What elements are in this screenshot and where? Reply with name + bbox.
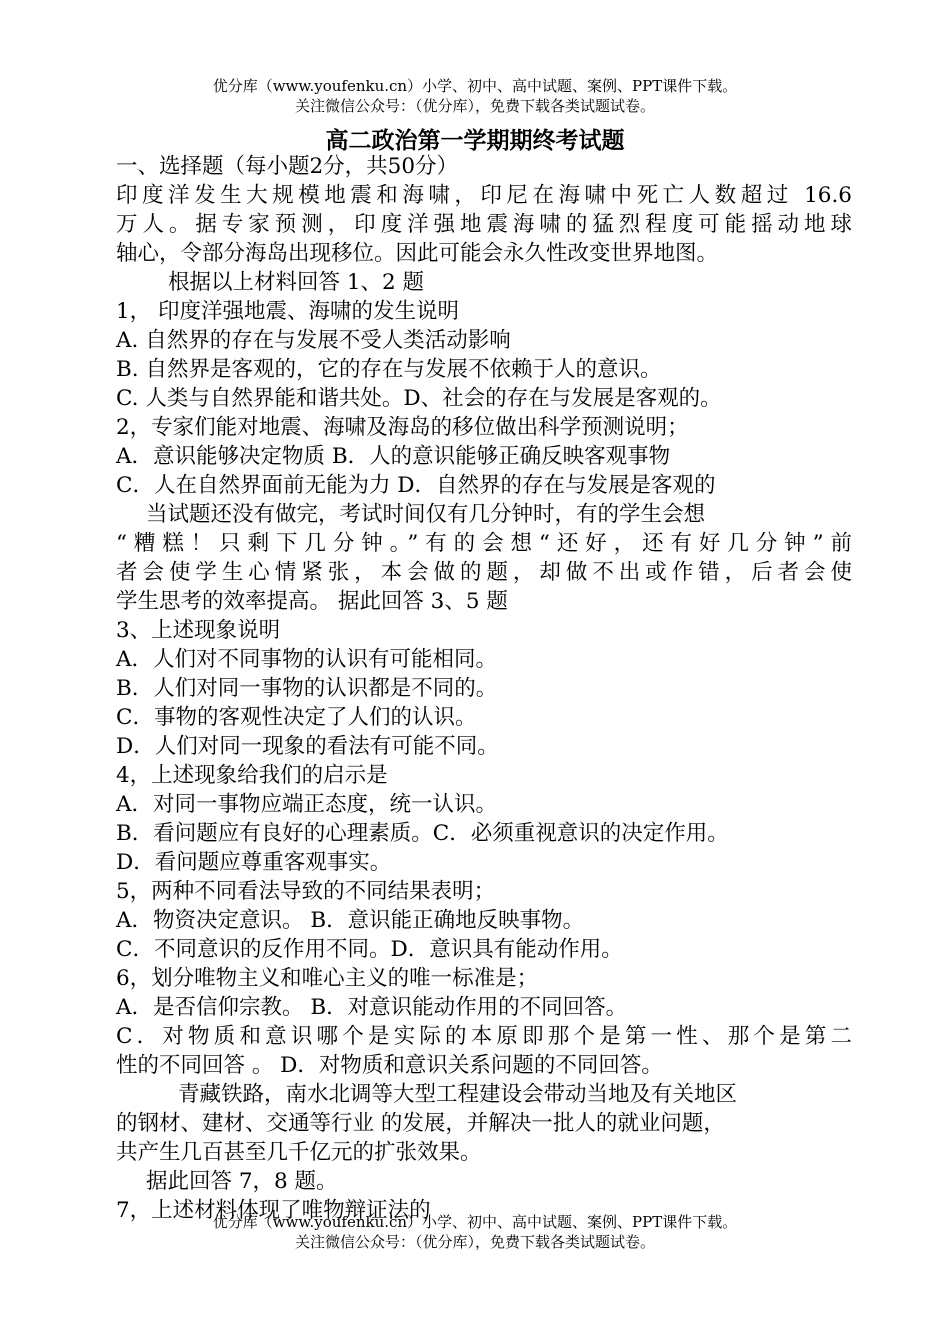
material-paragraph-3: 的钢材、建材、交通等行业 的发展，并解决一批人的就业问题， — [116, 1111, 725, 1136]
question-1-option-c-d: C. 人类与自然界能和谐共处。D、社会的存在与发展是客观的。 — [116, 386, 722, 411]
exam-title: 高二政治第一学期期终考试题 — [325, 127, 625, 154]
question-4-option-d: D．看问题应尊重客观事实。 — [116, 850, 392, 875]
question-4-option-a: A．对同一事物应端正态度，统一认识。 — [116, 792, 498, 817]
question-3-option-b: B．人们对同一事物的认识都是不同的。 — [116, 676, 498, 701]
question-1-option-b: B. 自然界是客观的，它的存在与发展不依赖于人的意识。 — [116, 357, 662, 382]
header-line-2: 关注微信公众号：（优分库），免费下载各类试题试卷。 — [294, 97, 655, 115]
question-7: 7，上述材料体现了唯物辩证法的 — [116, 1198, 431, 1223]
material-paragraph-1: 轴心，令部分海岛出现移位。因此可能会永久性改变世界地图。 — [116, 241, 719, 266]
question-6-option-a-b: A．是否信仰宗教。 B．对意识能动作用的不同回答。 — [116, 995, 628, 1020]
question-6-option-c: C．对物质和意识哪个是实际的本原即那个是第一性、那个是第二 — [116, 1024, 852, 1049]
question-2: 2，专家们能对地震、海啸及海岛的移位做出科学预测说明； — [116, 415, 689, 440]
question-6-option-c-d: 性的不同回答 。 D．对物质和意识关系问题的不同回答。 — [116, 1053, 663, 1078]
material-paragraph-3: 青藏铁路，南水北调等大型工程建设会带动当地及有关地区 — [178, 1082, 738, 1107]
question-6: 6，划分唯物主义和唯心主义的唯一标准是； — [116, 966, 539, 991]
material-paragraph-2: 学生思考的效率提高。 据此回答 3、5 题 — [116, 589, 508, 614]
material-paragraph-2: “糟糕！只剩下几分钟。”有的会想“还好，还有好几分钟”前 — [116, 531, 852, 556]
material-paragraph-3: 共产生几百甚至几千亿元的扩张效果。 — [116, 1140, 482, 1165]
question-3-option-a: A．人们对不同事物的认识有可能相同。 — [116, 647, 498, 672]
question-3-option-d: D．人们对同一现象的看法有可能不同。 — [116, 734, 499, 759]
footer-line-1: 优分库（www.youfenku.cn）小学、初中、高中试题、案例、PPT课件下载。 — [212, 1213, 738, 1231]
material-paragraph-2: 者会使学生心情紧张，本会做的题，却做不出或作错，后者会使 — [116, 560, 852, 585]
question-1-option-a: A. 自然界的存在与发展不受人类活动影响 — [116, 328, 511, 353]
material-paragraph-2: 当试题还没有做完，考试时间仅有几分钟时，有的学生会想 — [146, 502, 706, 527]
material-paragraph-1: 万人。据专家预测，印度洋强地震海啸的猛烈程度可能摇动地球 — [116, 212, 852, 237]
question-5-option-a-b: A．物资决定意识。 B．意识能正确地反映事物。 — [116, 908, 585, 933]
header-line-1: 优分库（www.youfenku.cn）小学、初中、高中试题、案例、PPT课件下载。 — [212, 77, 738, 95]
section-heading: 一、选择题（每小题2分，共50分） — [116, 154, 459, 179]
question-2-option-a-b: A．意识能够决定物质 B．人的意识能够正确反映客观事物 — [116, 444, 671, 469]
page-footer — [0, 1212, 950, 1252]
question-5: 5，两种不同看法导致的不同结果表明； — [116, 879, 496, 904]
footer-line-2: 关注微信公众号：（优分库），免费下载各类试题试卷。 — [294, 1233, 655, 1251]
question-2-option-c-d: C．人在自然界面前无能为力 D．自然界的存在与发展是客观的 — [116, 473, 716, 498]
instruction-line: 据此回答 7，8 题。 — [146, 1169, 338, 1194]
question-3: 3、上述现象说明 — [116, 618, 281, 643]
question-4-option-b-c: B．看问题应有良好的心理素质。C．必须重视意识的决定作用。 — [116, 821, 729, 846]
page-header — [0, 76, 950, 116]
question-3-option-c: C．事物的客观性决定了人们的认识。 — [116, 705, 477, 730]
instruction-line: 根据以上材料回答 1、2 题 — [168, 270, 425, 295]
question-1: 1， 印度洋强地震、海啸的发生说明 — [116, 299, 460, 324]
question-5-option-c-d: C．不同意识的反作用不同。D．意识具有能动作用。 — [116, 937, 623, 962]
material-paragraph-1: 印度洋发生大规模地震和海啸，印尼在海啸中死亡人数超过 16.6 — [116, 183, 852, 208]
exam-body — [116, 152, 852, 1225]
question-4: 4，上述现象给我们的启示是 — [116, 763, 388, 788]
